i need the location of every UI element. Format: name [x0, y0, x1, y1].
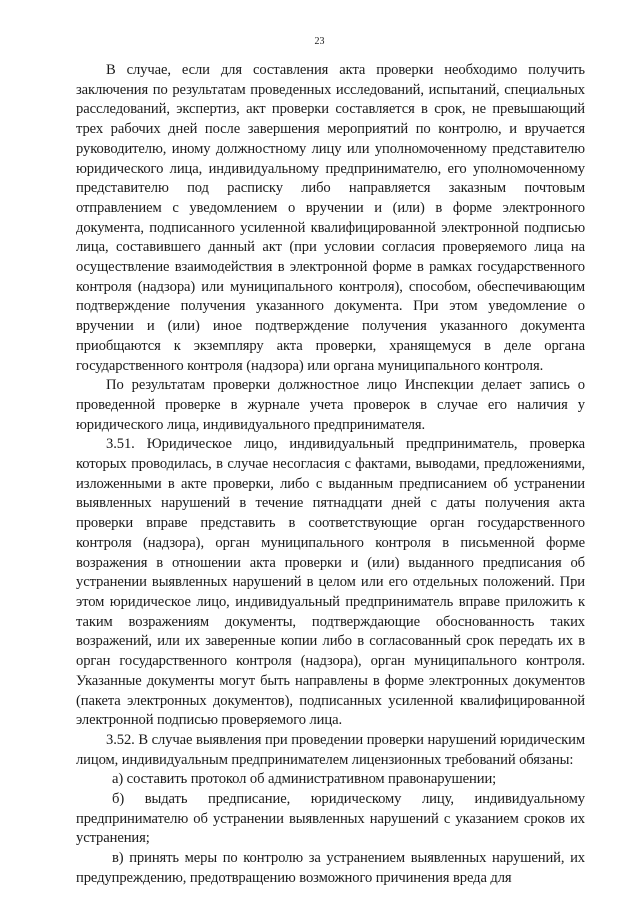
- page-number: 23: [314, 36, 325, 47]
- paragraph-3-52-violations: 3.52. В случае выявления при проведении проверки нарушений юридическим лицом, индивидуальным предпринимателем лицензионных требований обязаны:: [76, 731, 585, 768]
- list-item-c: в) принять меры по контролю за устранением выявленных нарушений, их предупреждению, предотвращению возможного причинения вреда для: [76, 850, 585, 886]
- paragraph-journal-record: По результатам проверки должностное лицо Инспекции делает запись о проведенной проверке в журнале учета проверок в случае его наличия у юридического лица, индивидуального предпринимателя.: [76, 377, 585, 433]
- list-item-a: а) составить протокол об административном правонарушении;: [112, 771, 497, 788]
- document-body: [76, 61, 585, 889]
- paragraph-3-51-objections: 3.51. Юридическое лицо, индивидуальный предприниматель, проверка которых проводилась, в случае несогласия с фактами, выводами, предложениями, изложенными в акте проверки, либо с выданным предписанием об устранении выявленных нарушений в течение пятнадцати дней с даты получения акта проверки вправе представить в соответствующие орган государственного контроля (надзора), орган муниципального контроля в письменной форме возражения в отношении акта проверки и (или) выданного предписания об устранении выявленных нарушений в целом или его отдельных положений. При этом юридическое лицо, индивидуальный предприниматель вправе приложить к таким возражениям документы, подтверждающие обоснованность таких возражений, или их заверенные копии либо в согласованный срок передать их в орган государственного контроля (надзора), орган муниципального контроля. Указанные документы могут быть направлены в форме электронных документов (пакета электронных документов), подписанных усиленной квалифицированной электронной подписью проверяемого лица.: [76, 436, 585, 729]
- list-item-b: б) выдать предписание, юридическому лицу, индивидуальному предпринимателю об устранении выявленных нарушений с указанием сроков их устранения;: [76, 791, 585, 847]
- paragraph-act-deadline: В случае, если для составления акта проверки необходимо получить заключения по результатам проведенных исследований, испытаний, специальных расследований, экспертиз, акт проверки составляется в срок, не превышающий трех рабочих дней после завершения мероприятий по контролю, и вручается руководителю, иному должностному лицу или уполномоченному представителю юридического лица, индивидуальному предпринимателю, его уполномоченному представителю под расписку либо направляется заказным почтовым отправлением с уведомлением о вручении и (или) в форме электронного документа, подписанного усиленной квалифицированной электронной подписью лица, составившего данный акт (при условии согласия проверяемого лица на осуществление взаимодействия в электронной форме в рамках государственного контроля (надзора) или муниципального контроля), способом, обеспечивающим подтверждение получения указанного документа. При этом уведомление о вручении и (или) иное подтверждение получения указанного документа приобщаются к экземпляру акта проверки, хранящемуся в деле органа государственного контроля (надзора) или органа муниципального контроля.: [76, 62, 585, 374]
